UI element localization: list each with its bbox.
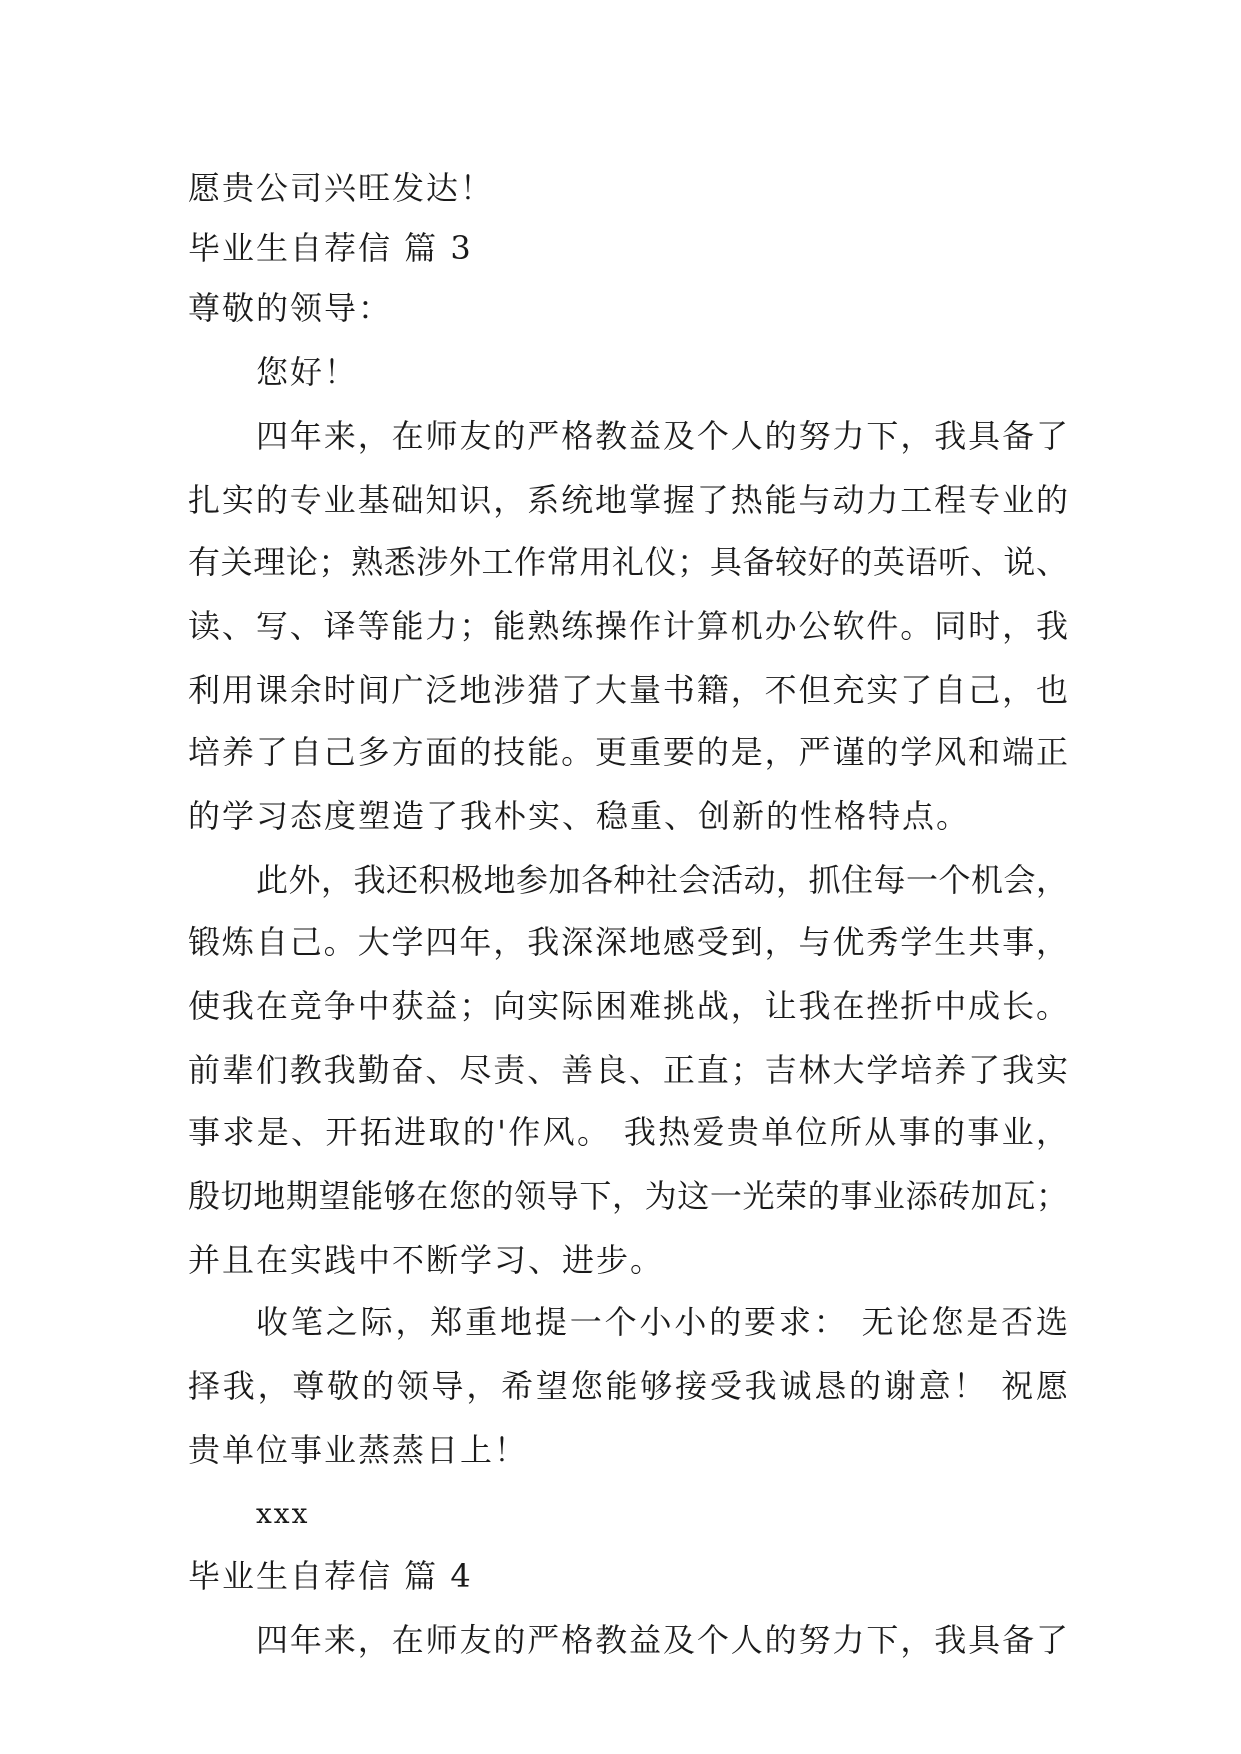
paragraph-line: 利用课余时间广泛地涉猎了大量书籍，不但充实了自己，也 — [188, 671, 1068, 709]
salutation: 尊敬的领导： — [188, 289, 393, 327]
closing-wish: 愿贵公司兴旺发达！ — [188, 169, 495, 207]
section-heading-3: 毕业生自荐信 篇 3 — [188, 229, 473, 267]
paragraph-line: 择我，尊敬的领导，希望您能够接受我诚恳的谢意！ 祝愿 — [188, 1367, 1068, 1405]
paragraph-line: 事求是、开拓进取的'作风。 我热爱贵单位所从事的事业， — [188, 1113, 1068, 1151]
paragraph-line: 前辈们教我勤奋、尽责、善良、正直；吉林大学培养了我实 — [188, 1051, 1068, 1089]
paragraph-line: 收笔之际，郑重地提一个小小的要求： 无论您是否选 — [256, 1303, 1068, 1341]
paragraph-line: 有关理论；熟悉涉外工作常用礼仪；具备较好的英语听、说、 — [188, 543, 1068, 581]
paragraph-line: 使我在竞争中获益；向实际困难挑战，让我在挫折中成长。 — [188, 987, 1068, 1025]
paragraph-line: 贵单位事业蒸蒸日上！ — [188, 1431, 529, 1469]
paragraph-line: 殷切地期望能够在您的领导下，为这一光荣的事业添砖加瓦； — [188, 1177, 1068, 1215]
paragraph-line: 并且在实践中不断学习、进步。 — [188, 1241, 665, 1279]
paragraph-line: 读、写、译等能力；能熟练操作计算机办公软件。同时，我 — [188, 607, 1068, 645]
paragraph-line: 四年来，在师友的严格教益及个人的努力下，我具备了 — [256, 1621, 1068, 1659]
paragraph-line: 锻炼自己。大学四年，我深深地感受到，与优秀学生共事， — [188, 923, 1068, 961]
paragraph-line: 的学习态度塑造了我朴实、稳重、创新的性格特点。 — [188, 797, 971, 835]
paragraph-line: 培养了自己多方面的技能。更重要的是，严谨的学风和端正 — [188, 733, 1068, 771]
signature: xxx — [256, 1497, 310, 1530]
section-heading-4: 毕业生自荐信 篇 4 — [188, 1557, 473, 1595]
paragraph-line: 此外，我还积极地参加各种社会活动，抓住每一个机会， — [256, 861, 1068, 899]
paragraph-line: 扎实的专业基础知识，系统地掌握了热能与动力工程专业的 — [188, 481, 1068, 519]
paragraph-line: 四年来，在师友的严格教益及个人的努力下，我具备了 — [256, 417, 1068, 455]
greeting: 您好！ — [256, 353, 359, 391]
